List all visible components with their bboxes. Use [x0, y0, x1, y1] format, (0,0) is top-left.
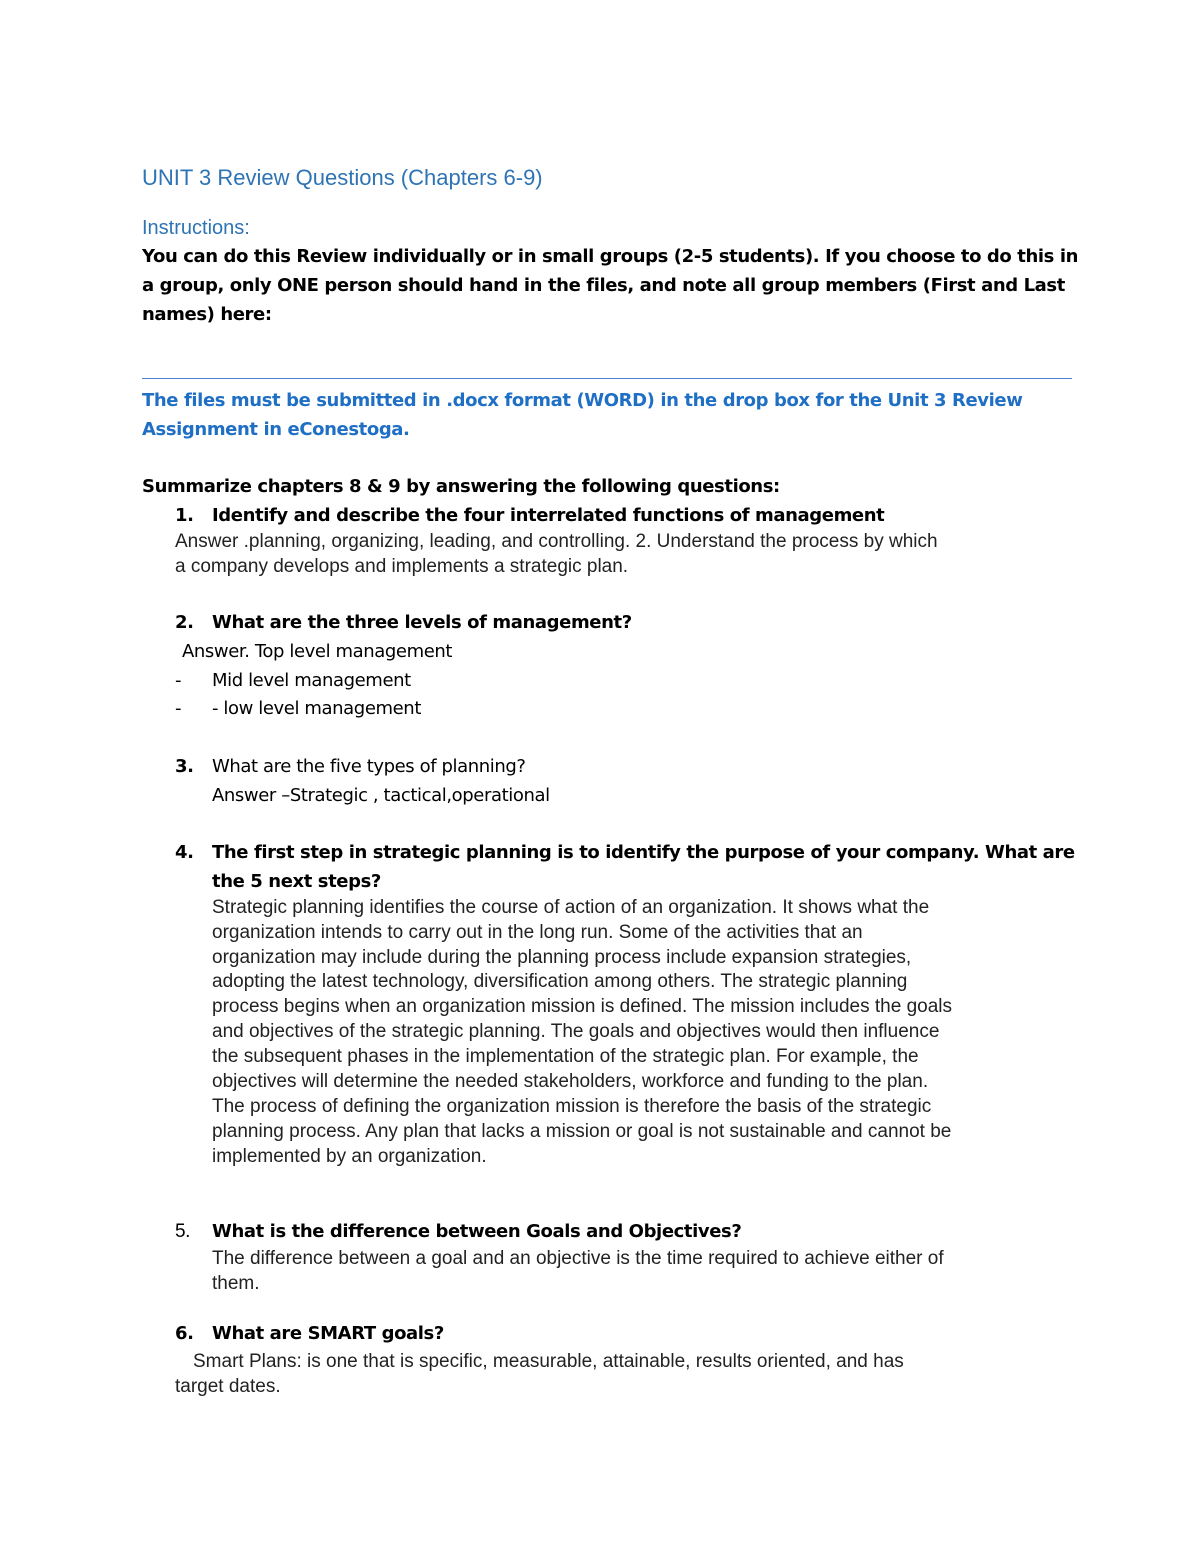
question-6 [175, 1323, 444, 1344]
document-title: UNIT 3 Review Questions (Chapters 6-9) [142, 165, 543, 190]
bullet-item [175, 670, 411, 691]
answer-4-line: Strategic planning identifies the course of action of an organization. It shows what the [212, 897, 930, 918]
question-text: What are the five types of planning? [212, 756, 526, 777]
instructions-line: a group, only ONE person should hand in the files, and note all group members (First and Last [142, 275, 1065, 296]
instructions-heading: Instructions: [142, 217, 250, 239]
question-5 [175, 1221, 741, 1243]
answer-5-line: The difference between a goal and an objective is the time required to achieve either of [212, 1248, 944, 1269]
bullet-text: - low level management [212, 698, 421, 719]
instructions-line: You can do this Review individually or in small groups (2-5 students). If you choose to do this in [142, 246, 1078, 267]
question-text: What are SMART goals? [212, 1323, 444, 1344]
names-entry-line[interactable] [142, 378, 1072, 379]
question-text: Identify and describe the four interrelated functions of management [212, 505, 885, 526]
answer-4-line: and objectives of the strategic planning. The goals and objectives would then influence [212, 1021, 940, 1042]
answer-1-line: Answer .planning, organizing, leading, and controlling. 2. Understand the process by which [175, 531, 938, 552]
bullet-text: Mid level management [212, 670, 411, 691]
question-number: 6. [175, 1323, 194, 1344]
answer-4-line: organization may include during the planning process include expansion strategies, [212, 947, 912, 968]
bullet-marker: - [175, 670, 182, 691]
question-text: The first step in strategic planning is to identify the purpose of your company. What are [212, 842, 1075, 863]
answer-4-line: The process of defining the organization mission is therefore the basis of the strategic [212, 1096, 932, 1117]
question-number: 2. [175, 612, 194, 633]
answer-3: Answer –Strategic , tactical,operational [212, 785, 550, 806]
answer-4-line: the subsequent phases in the implementation of the strategic plan. For example, the [212, 1046, 919, 1067]
summary-prompt: Summarize chapters 8 & 9 by answering the following questions: [142, 476, 780, 497]
question-text: What is the difference between Goals and Objectives? [212, 1221, 742, 1242]
question-4-line: the 5 next steps? [212, 871, 381, 892]
submission-note: Assignment in eConestoga. [142, 419, 410, 440]
question-number: 1. [175, 505, 194, 526]
submission-note: The files must be submitted in .docx format (WORD) in the drop box for the Unit 3 Review [142, 390, 1023, 411]
question-2 [175, 612, 632, 633]
answer-4-line: process begins when an organization mission is defined. The mission includes the goals [212, 996, 953, 1017]
question-1 [175, 505, 884, 526]
bullet-marker: - [175, 698, 182, 719]
answer-4-line: objectives will determine the needed stakeholders, workforce and funding to the plan. [212, 1071, 929, 1092]
answer-2: Answer. Top level management [182, 641, 453, 662]
answer-4-line: planning process. Any plan that lacks a mission or goal is not sustainable and cannot be [212, 1121, 952, 1142]
question-number: 4. [175, 842, 194, 863]
question-number: 3. [175, 756, 194, 777]
answer-1-line: a company develops and implements a strategic plan. [175, 556, 629, 577]
question-text: What are the three levels of management? [212, 612, 632, 633]
answer-4-line: implemented by an organization. [212, 1146, 487, 1167]
answer-5-line: them. [212, 1273, 260, 1294]
instructions-line: names) here: [142, 304, 272, 325]
question-number: 5. [175, 1221, 191, 1242]
answer-6-line: target dates. [175, 1376, 281, 1397]
answer-4-line: organization intends to carry out in the long run. Some of the activities that an [212, 922, 863, 943]
question-3 [175, 756, 526, 777]
bullet-item [175, 698, 421, 719]
question-4 [175, 842, 1075, 863]
answer-4-line: adopting the latest technology, diversification among others. The strategic planning [212, 971, 908, 992]
answer-6-line: Smart Plans: is one that is specific, measurable, attainable, results oriented, and has [193, 1351, 904, 1372]
